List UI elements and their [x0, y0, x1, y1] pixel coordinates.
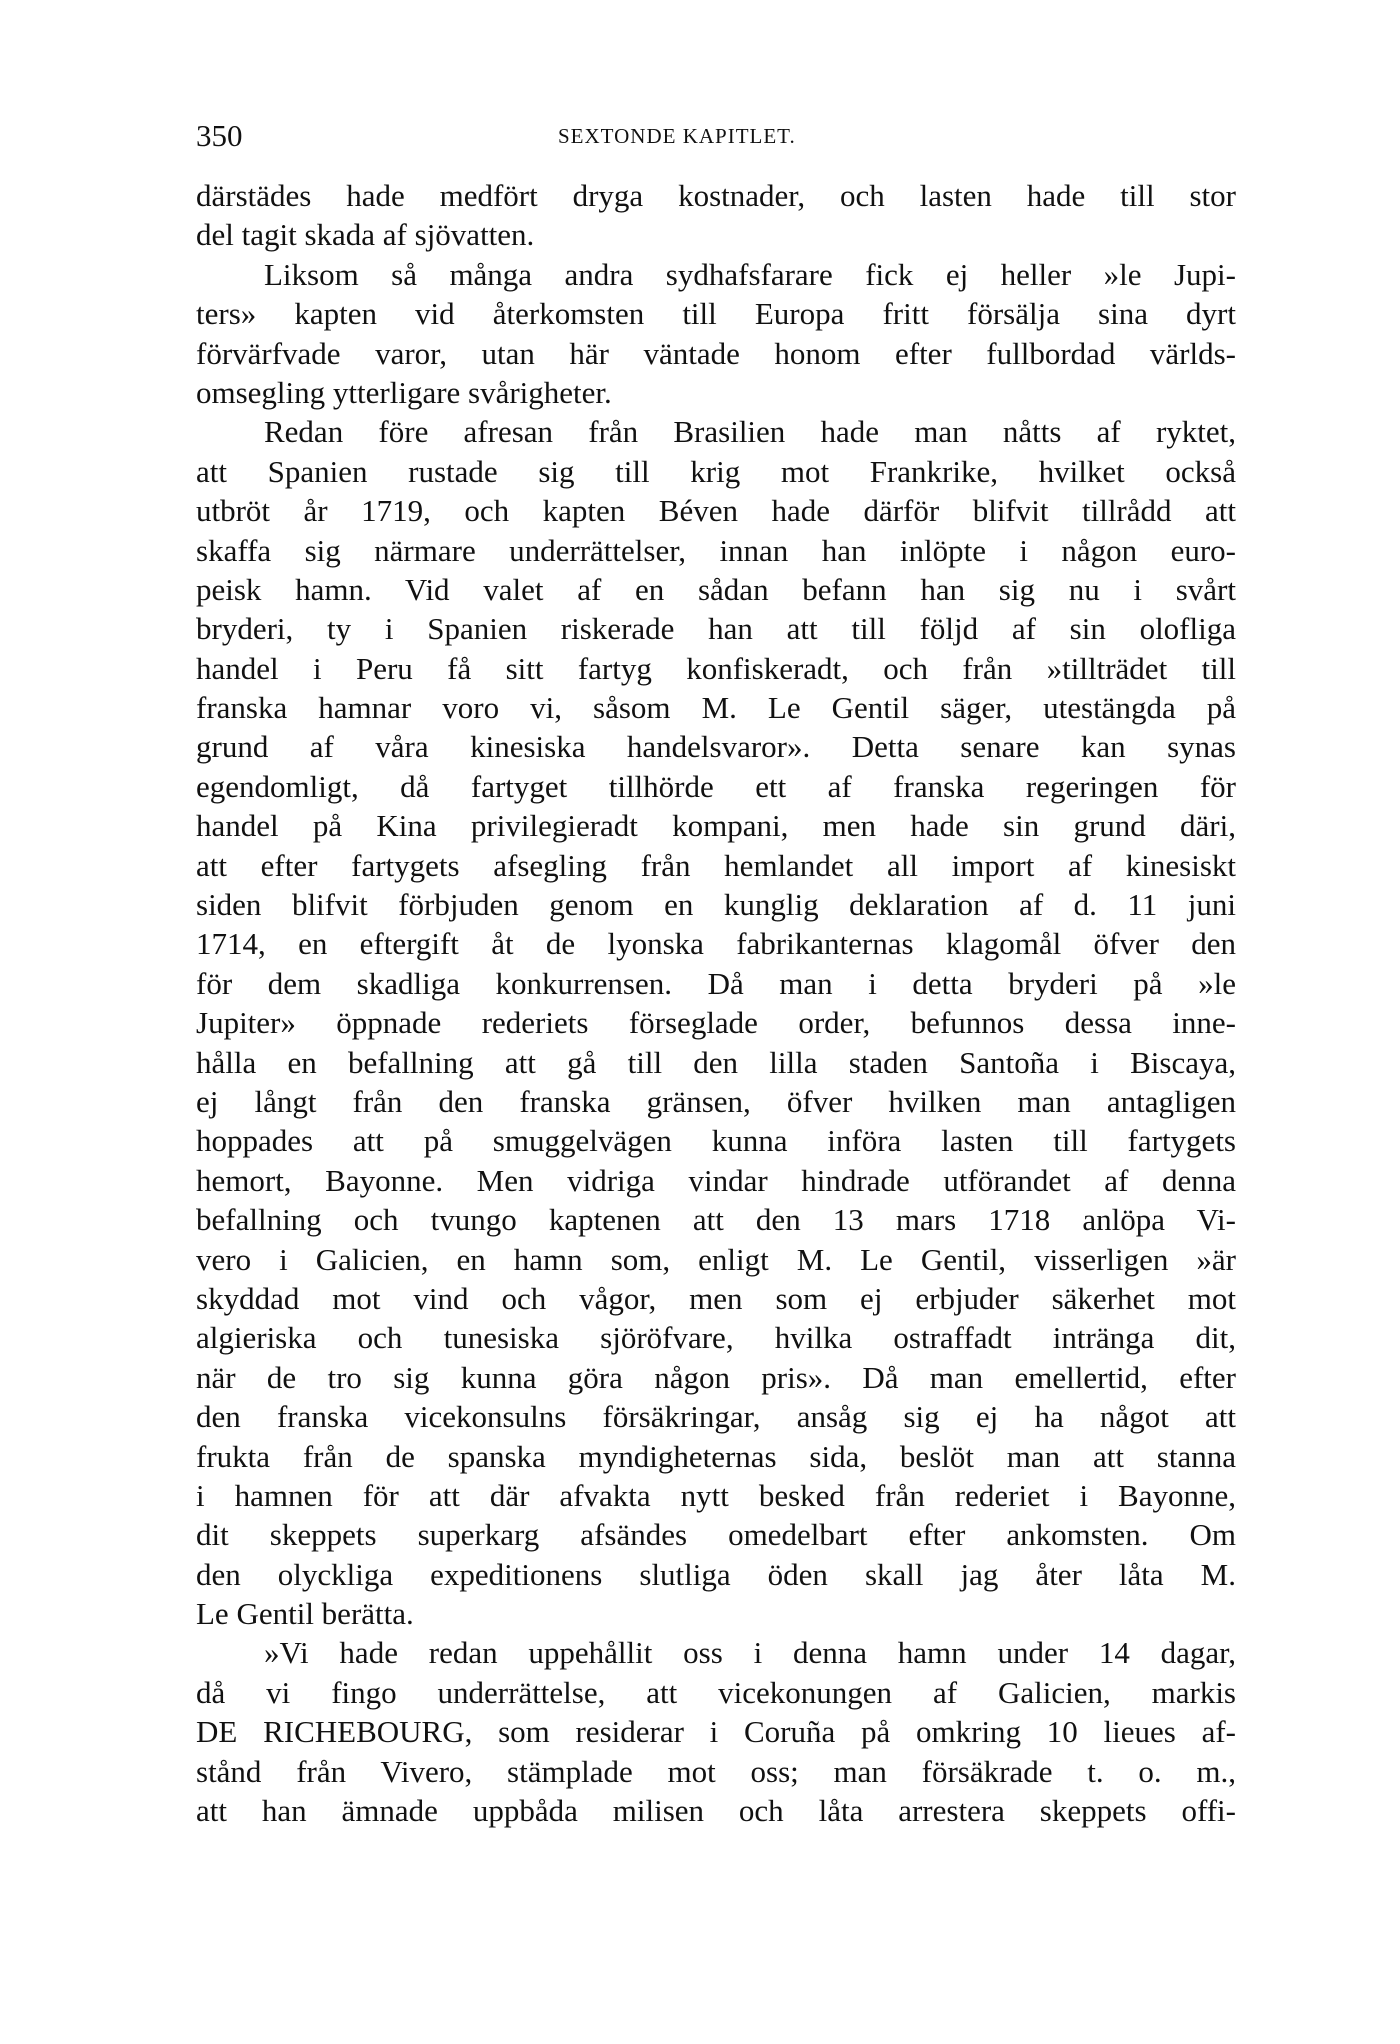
text-line: dit skeppets superkarg afsändes omedelbart efter ankomsten. Om — [196, 1517, 1236, 1553]
text-line: handel i Peru få sitt fartyg konfiskeradt, och från »tillträdet till — [196, 650, 1236, 686]
body-text — [196, 176, 1236, 1830]
text-line: då vi fingo underrättelse, att vicekonungen af Galicien, markis — [196, 1674, 1236, 1710]
text-line: hålla en befallning att gå till den lilla staden Santoña i Biscaya, — [196, 1044, 1236, 1080]
text-line: i hamnen för att där afvakta nytt besked från rederiet i Bayonne, — [196, 1477, 1236, 1513]
text-line: algieriska och tunesiska sjöröfvare, hvilka ostraffadt intränga dit, — [196, 1320, 1236, 1356]
text-line: del tagit skada af sjövatten. — [196, 217, 535, 253]
text-line: franska hamnar voro vi, såsom M. Le Gentil säger, utestängda på — [196, 690, 1236, 726]
text-line: DE RICHEBOURG, som residerar i Coruña på omkring 10 lieues af- — [196, 1714, 1236, 1750]
text-line: frukta från de spanska myndigheternas sida, beslöt man att stanna — [196, 1438, 1236, 1474]
text-line: omsegling ytterligare svårigheter. — [196, 374, 612, 410]
text-line: Jupiter» öppnade rederiets förseglade order, befunnos dessa inne- — [196, 1005, 1236, 1041]
text-line: stånd från Vivero, stämplade mot oss; man försäkrade t. o. m., — [196, 1753, 1236, 1789]
running-head: SEXTONDE KAPITLET. — [558, 124, 796, 148]
text-line: siden blifvit förbjuden genom en kunglig deklaration af d. 11 juni — [196, 887, 1236, 923]
text-line: grund af våra kinesiska handelsvaror». Detta senare kan synas — [196, 729, 1236, 765]
text-line: utbröt år 1719, och kapten Béven hade därför blifvit tillrådd att — [196, 493, 1236, 529]
text-line: befallning och tvungo kaptenen att den 13 mars 1718 anlöpa Vi- — [196, 1202, 1236, 1238]
page-number: 350 — [196, 118, 243, 153]
text-line: Liksom så många andra sydhafsfarare fick ej heller »le Jupi- — [264, 256, 1236, 292]
text-line: skaffa sig närmare underrättelser, innan han inlöpte i någon euro- — [196, 532, 1236, 568]
text-line: 1714, en eftergift åt de lyonska fabrikanternas klagomål öfver den — [196, 926, 1236, 962]
text-line: peisk hamn. Vid valet af en sådan befann han sig nu i svårt — [196, 571, 1236, 607]
text-line: skyddad mot vind och vågor, men som ej erbjuder säkerhet mot — [196, 1280, 1236, 1316]
text-line: den franska vicekonsulns försäkringar, ansåg sig ej ha något att — [196, 1399, 1236, 1435]
text-line: ters» kapten vid återkomsten till Europa fritt försälja sina dyrt — [196, 296, 1236, 332]
text-line: för dem skadliga konkurrensen. Då man i detta bryderi på »le — [196, 965, 1236, 1001]
text-line: ej långt från den franska gränsen, öfver hvilken man antagligen — [196, 1083, 1236, 1119]
page-header — [196, 116, 1232, 156]
text-line: den olyckliga expeditionens slutliga öden skall jag åter låta M. — [196, 1556, 1236, 1592]
text-line: vero i Galicien, en hamn som, enligt M. Le Gentil, visserligen »är — [196, 1241, 1236, 1277]
text-line: hoppades att på smuggelvägen kunna införa lasten till fartygets — [196, 1123, 1236, 1159]
text-line: handel på Kina privilegieradt kompani, men hade sin grund däri, — [196, 808, 1236, 844]
text-line: att Spanien rustade sig till krig mot Frankrike, hvilket också — [196, 453, 1236, 489]
text-line: förvärfvade varor, utan här väntade honom efter fullbordad världs- — [196, 335, 1236, 371]
text-line: egendomligt, då fartyget tillhörde ett af franska regeringen för — [196, 768, 1236, 804]
text-line: därstädes hade medfört dryga kostnader, och lasten hade till stor — [196, 178, 1236, 213]
text-line: att han ämnade uppbåda milisen och låta arrestera skeppets offi- — [196, 1793, 1236, 1829]
text-line: hemort, Bayonne. Men vidriga vindar hindrade utförandet af denna — [196, 1162, 1236, 1198]
text-line: »Vi hade redan uppehållit oss i denna hamn under 14 dagar, — [264, 1635, 1236, 1671]
text-line: bryderi, ty i Spanien riskerade han att till följd af sin olofliga — [196, 611, 1236, 647]
text-line: Redan före afresan från Brasilien hade man nåtts af ryktet, — [264, 414, 1236, 450]
text-line: att efter fartygets afsegling från hemlandet all import af kinesiskt — [196, 847, 1236, 883]
text-line: när de tro sig kunna göra någon pris». Då man emellertid, efter — [196, 1359, 1236, 1395]
text-line: Le Gentil berätta. — [196, 1596, 414, 1632]
